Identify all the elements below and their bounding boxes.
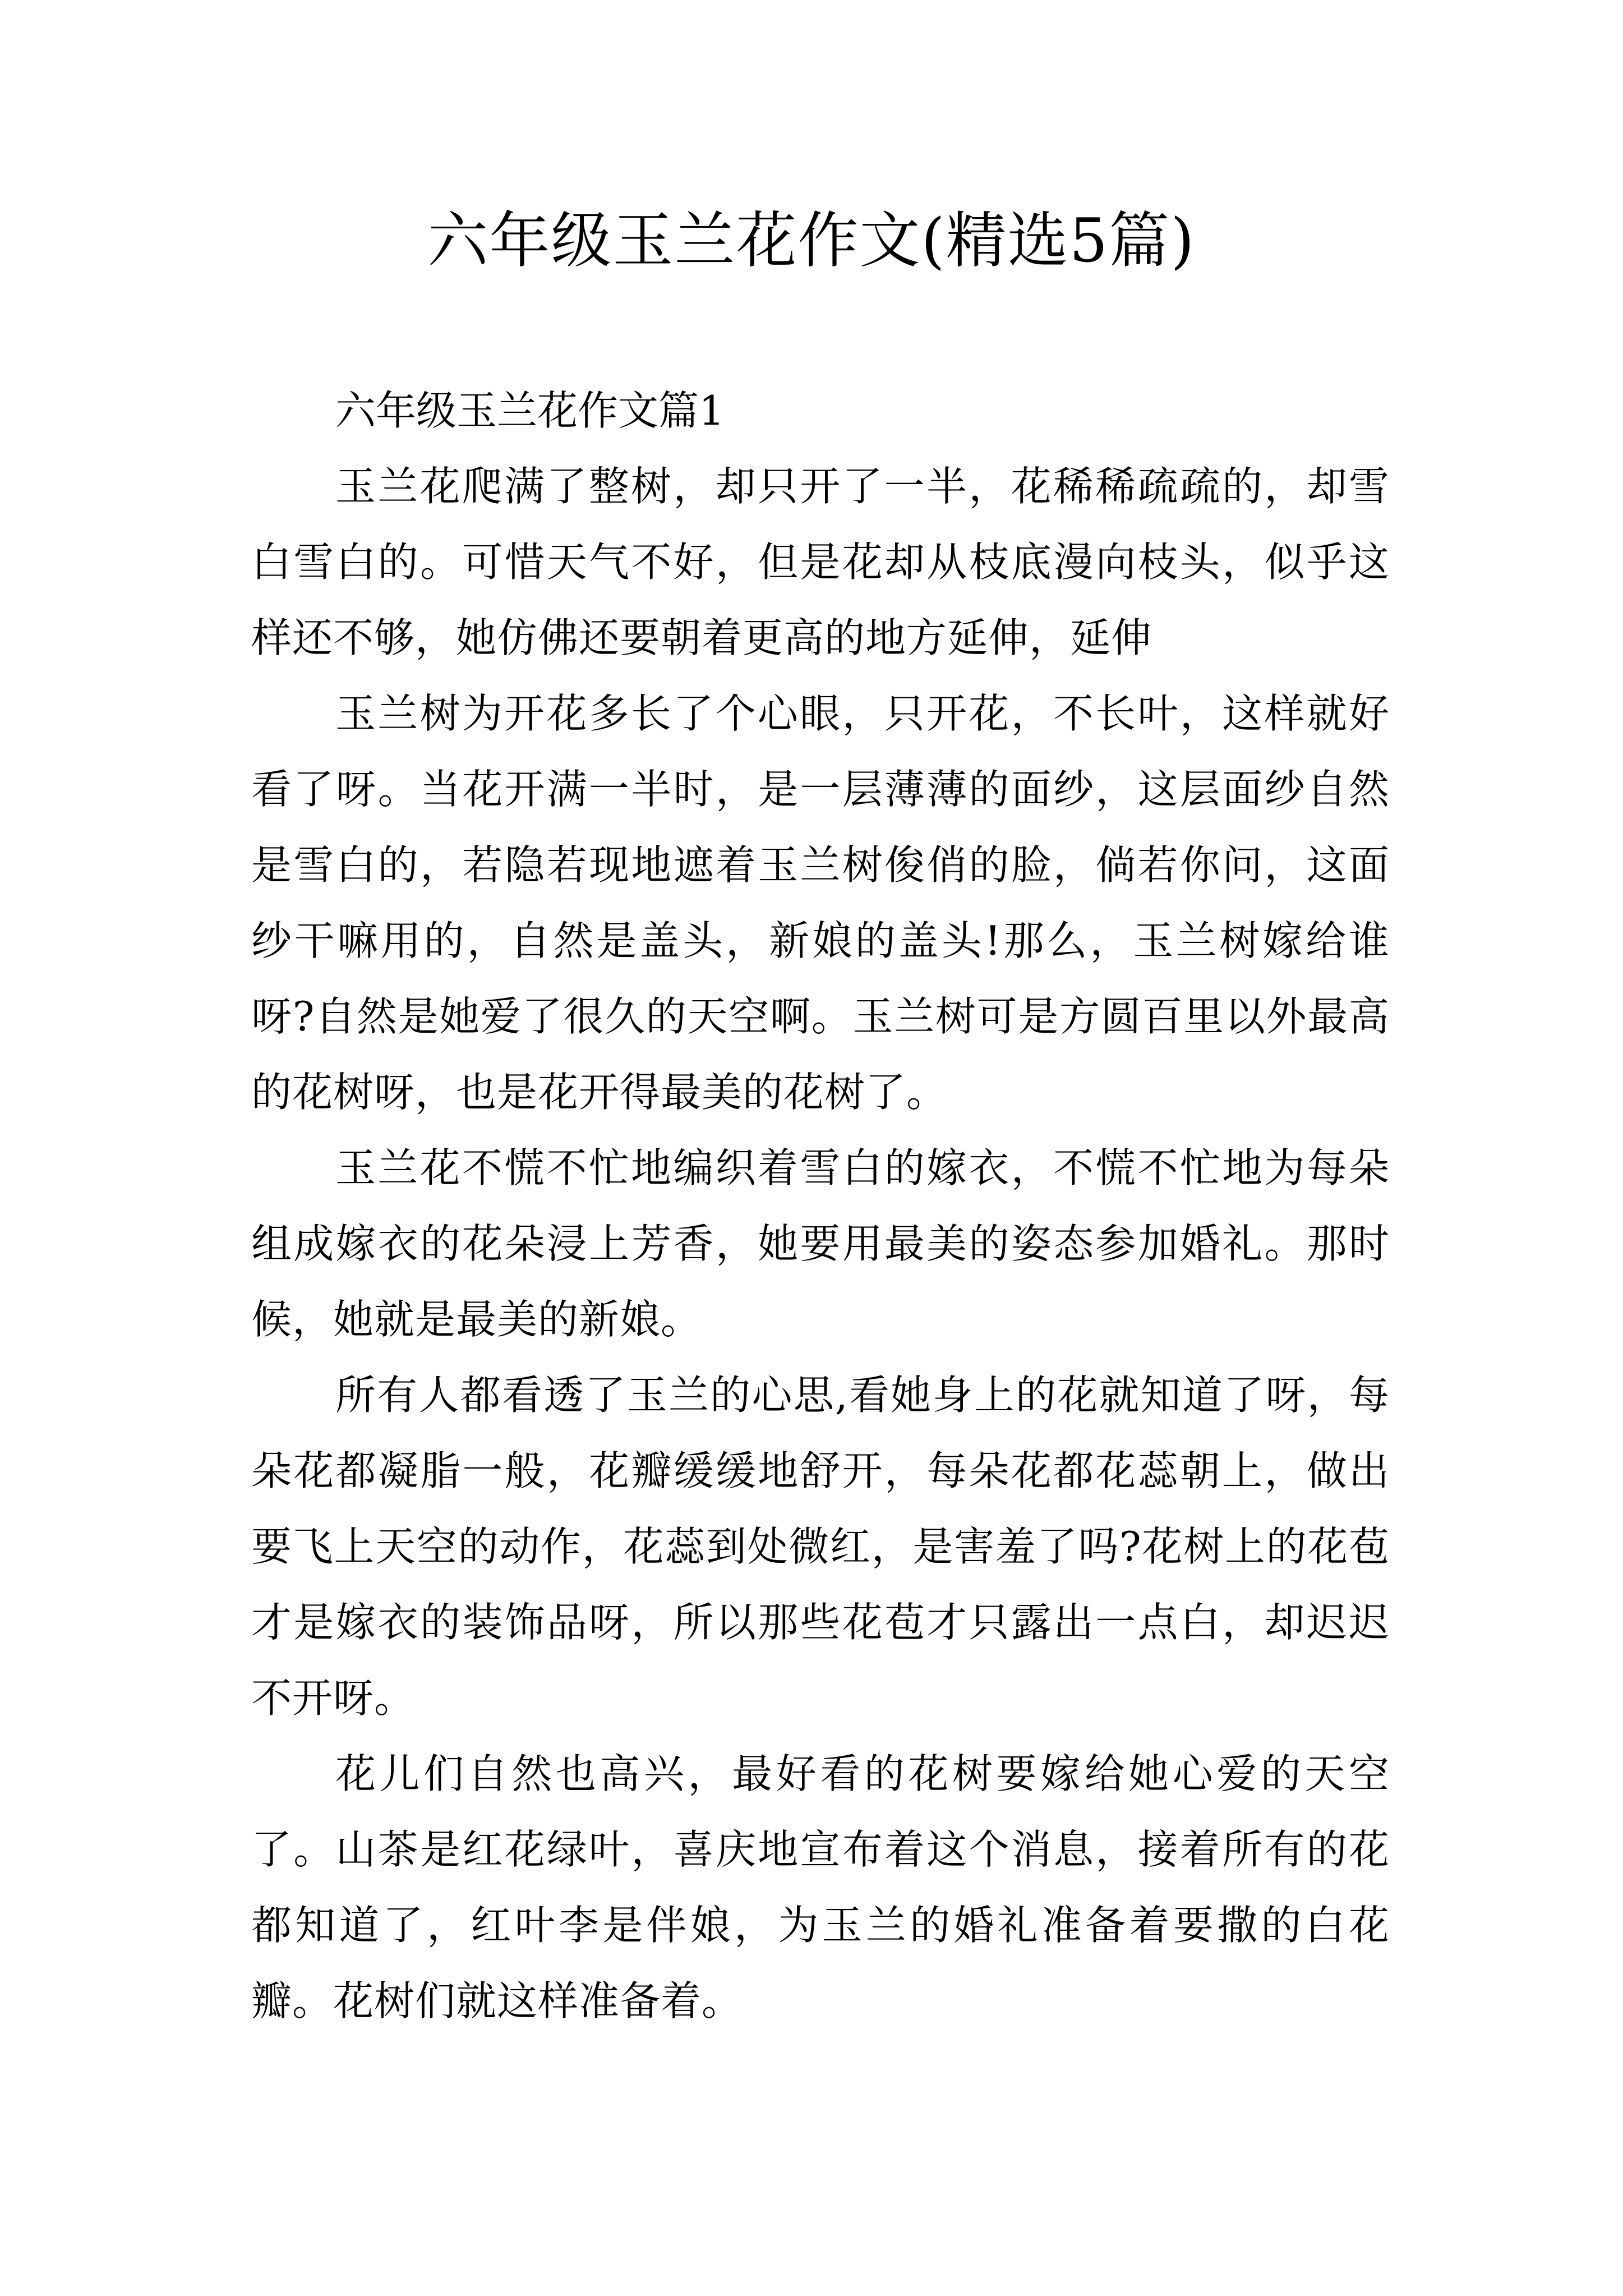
document-body: [251, 373, 1390, 2039]
document-title: 六年级玉兰花作文(精选5篇): [427, 206, 1196, 276]
paragraph-1: 玉兰花爬满了整树，却只开了一半，花稀稀疏疏的，却雪白雪白的。可惜天气不好，但是花却从枝底漫向枝头，似乎这样还不够，她仿佛还要朝着更高的地方延伸，延伸: [251, 463, 1390, 661]
paragraph-4: 所有人都看透了玉兰的心思,看她身上的花就知道了呀，每朵花都凝脂一般，花瓣缓缓地舒开，每朵花都花蕊朝上，做出要飞上天空的动作，花蕊到处微红，是害羞了吗?花树上的花苞才是嫁衣的装饰品呀，所以那些花苞才只露出一点白，却迟迟不开呀。: [251, 1372, 1390, 1722]
paragraph-3: 玉兰花不慌不忙地编织着雪白的嫁衣，不慌不忙地为每朵组成嫁衣的花朵浸上芳香，她要用最美的姿态参加婚礼。那时候，她就是最美的新娘。: [251, 1144, 1390, 1343]
section-heading: 六年级玉兰花作文篇1: [335, 387, 725, 434]
paragraph-5: 花儿们自然也高兴，最好看的花树要嫁给她心爱的天空了。山茶是红花绿叶，喜庆地宣布着这个消息，接着所有的花都知道了，红叶李是伴娘，为玉兰的婚礼准备着要撒的白花瓣。花树们就这样准备着。: [251, 1750, 1390, 2024]
paragraph-2: 玉兰树为开花多长了个心眼，只开花，不长叶，这样就好看了呀。当花开满一半时，是一层薄薄的面纱，这层面纱自然是雪白的，若隐若现地遮着玉兰树俊俏的脸，倘若你问，这面纱干嘛用的，自然是盖头，新娘的盖头!那么，玉兰树嫁给谁呀?自然是她爱了很久的天空啊。玉兰树可是方圆百里以外最高的花树呀，也是花开得最美的花树了。: [251, 690, 1390, 1116]
